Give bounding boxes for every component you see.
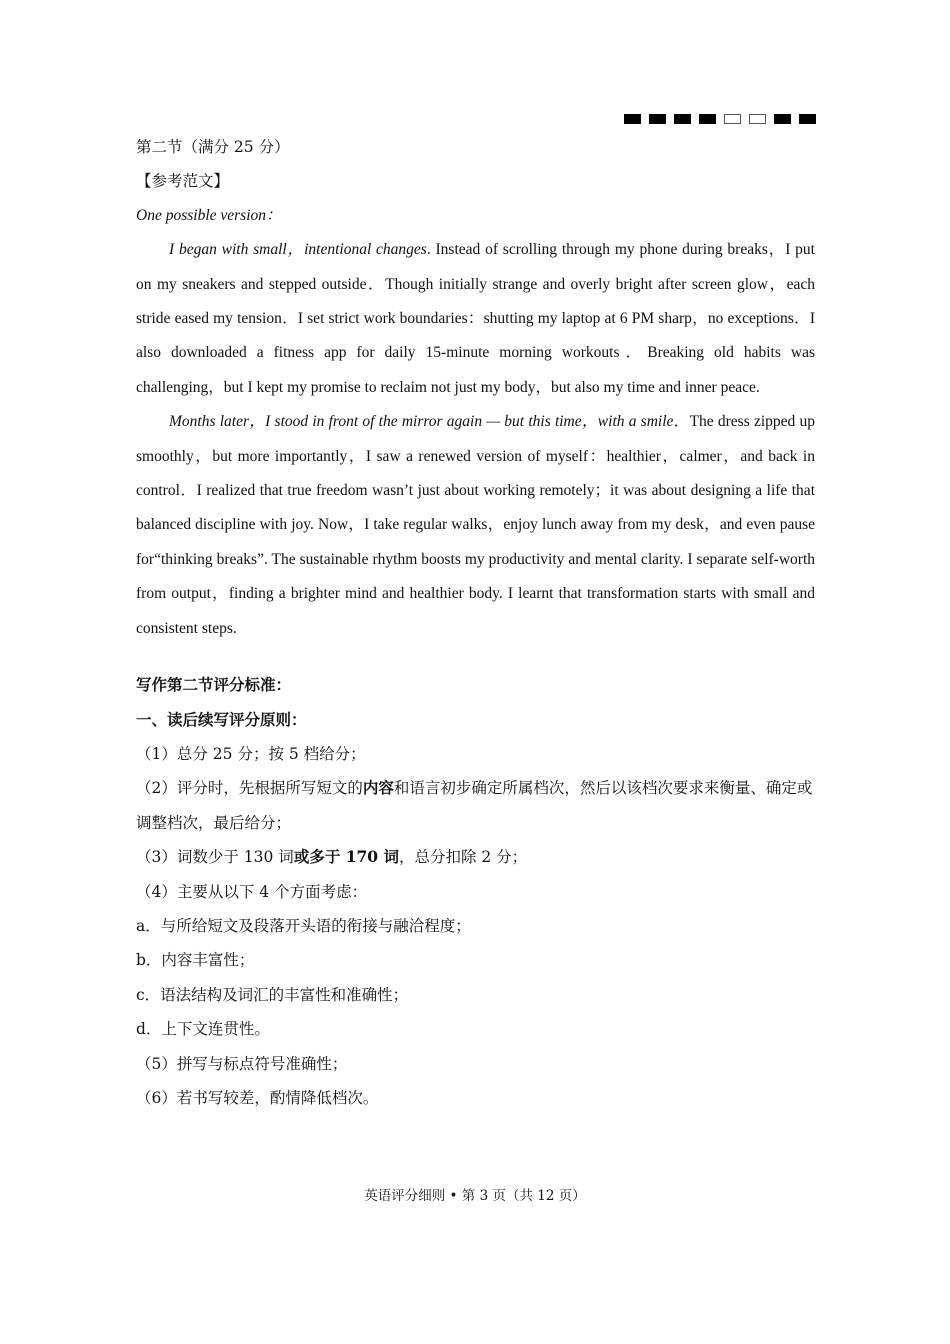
rule-2-part-a: （2）评分时，先根据所写短文的	[136, 779, 363, 798]
sample-paragraph-2	[136, 405, 815, 646]
version-label: One possible version：	[136, 206, 282, 224]
rule-3-emphasis: 或多于 170 词	[293, 847, 399, 867]
criterion-d: d．上下文连贯性。	[136, 1020, 270, 1039]
paragraph-2-body: ．The dress zipped up smoothly，but more importantly，I saw a renewed version of myself：healthier，calmer，and back in control．I realized that true freedom wasn’t just about working remotely；it was about designing a life that balanced discipline with joy. Now，I take regular walks，enjoy lunch away from my desk，and even pause for“thinking breaks”. The sustainable rhythm boosts my productivity and mental clarity. I separate self-worth from output，finding a brighter mind and healthier body. I learnt that transformation starts with small and consistent steps.	[136, 413, 815, 637]
rule-1: （1）总分 25 分；按 5 档给分；	[136, 744, 366, 763]
rule-4: （4）主要从以下 4 个方面考虑：	[136, 882, 368, 901]
rule-3	[136, 840, 815, 874]
criterion-c: c．语法结构及词汇的丰富性和准确性；	[136, 985, 409, 1004]
principles-title: 一、读后续写评分原则：	[136, 709, 307, 729]
rule-2-part-c: 和语言初步确定所属档次，然后以该档次要求来衡量、确定或调整档次，最后给分；	[136, 779, 813, 832]
paragraph-2-opening: Months later，I stood in front of the mirror again — but this time，with a smile	[169, 413, 674, 431]
header-mark-5	[724, 114, 741, 124]
header-mark-1	[624, 114, 641, 124]
header-mark-8	[799, 114, 816, 124]
reference-label: 【参考范文】	[136, 172, 230, 191]
paragraph-1-body: . Instead of scrolling through my phone during breaks，I put on my sneakers and stepped outside．Though initially strange and overly bright after screen glow，each stride eased my tension．I set strict work boundaries：shutting my laptop at 6 PM sharp，no exceptions．I also downloaded a fitness app for daily 15-minute morning workouts．Breaking old habits was challenging，but I kept my promise to reclaim not just my body，but also my time and inner peace.	[136, 241, 815, 396]
header-mark-3	[674, 114, 691, 124]
section-title: 第二节（满分 25 分）	[136, 138, 290, 156]
header-marks	[624, 114, 816, 126]
criterion-a: a．与所给短文及段落开头语的衔接与融洽程度；	[136, 916, 471, 935]
header-mark-4	[699, 114, 716, 124]
rule-3-part-a: （3）词数少于 130 词	[136, 848, 294, 867]
sample-paragraph-1	[136, 233, 815, 405]
rule-5: （5）拼写与标点符号准确性；	[136, 1054, 348, 1073]
header-mark-7	[774, 114, 791, 124]
page-footer: 英语评分细则 • 第 3 页（共 12 页）	[364, 1188, 586, 1204]
rule-3-part-c: ，总分扣除 2 分；	[398, 848, 528, 867]
criteria-title: 写作第二节评分标准：	[136, 675, 292, 695]
paragraph-1-opening: I began with small，intentional changes	[169, 241, 427, 259]
criterion-b: b．内容丰富性；	[136, 951, 255, 970]
rule-2	[136, 771, 815, 840]
rule-2-emphasis: 内容	[362, 778, 394, 798]
rule-6: （6）若书写较差，酌情降低档次。	[136, 1088, 379, 1107]
page-content	[136, 130, 815, 1115]
header-mark-6	[749, 114, 766, 124]
header-mark-2	[649, 114, 666, 124]
